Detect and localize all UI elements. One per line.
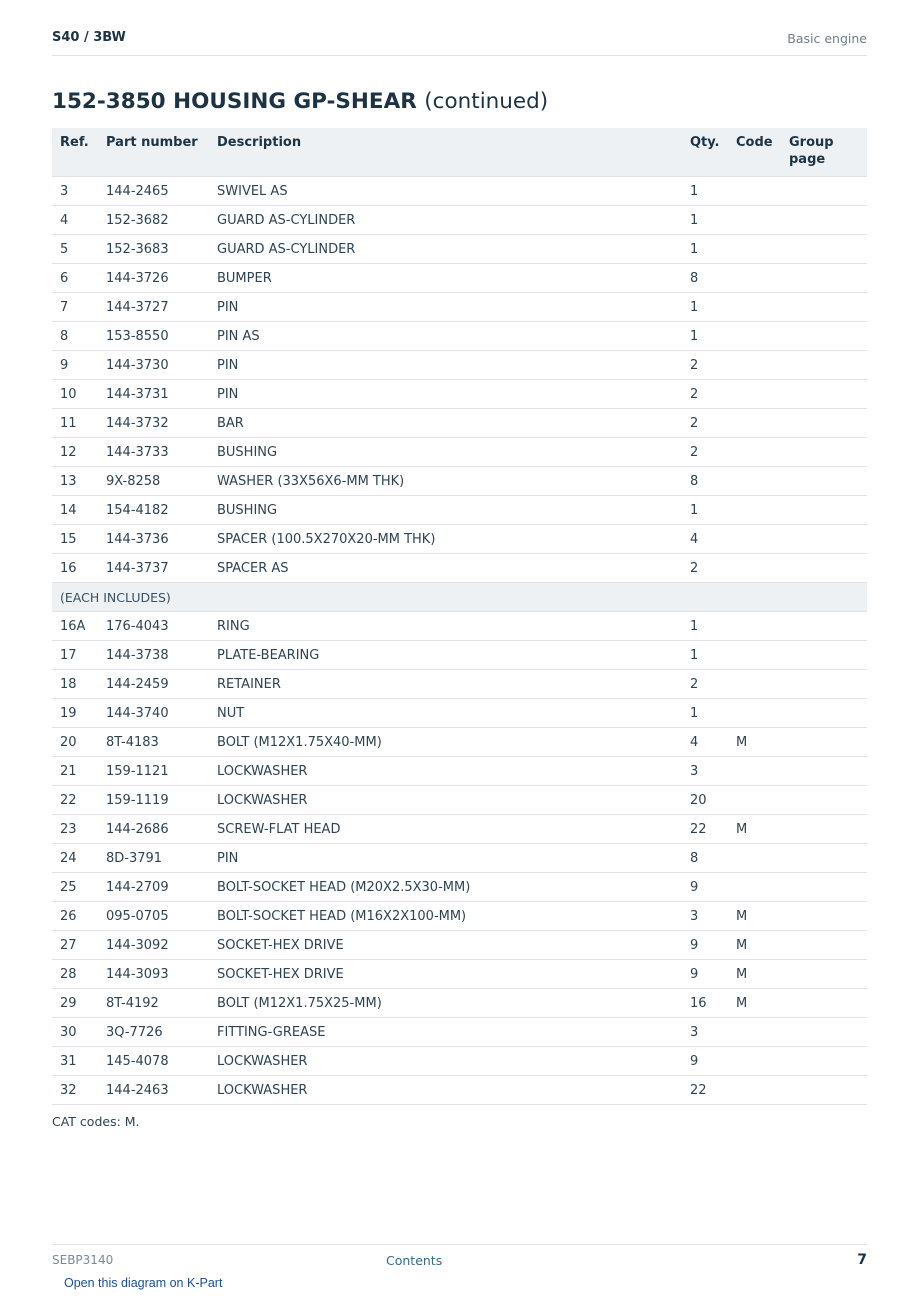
cell-code xyxy=(728,1047,781,1076)
cell-description: BUSHING xyxy=(209,496,682,525)
cell-code xyxy=(728,177,781,206)
cell-code xyxy=(728,554,781,583)
cell-qty: 1 xyxy=(682,322,728,351)
cell-group-page xyxy=(781,1018,867,1047)
cell-code: M xyxy=(728,815,781,844)
cell-description: FITTING-GREASE xyxy=(209,1018,682,1047)
cell-qty: 1 xyxy=(682,293,728,322)
cell-ref: 12 xyxy=(52,438,98,467)
cell-part-number: 152-3682 xyxy=(98,206,209,235)
cell-description: PLATE-BEARING xyxy=(209,641,682,670)
cell-code xyxy=(728,351,781,380)
cell-group-page xyxy=(781,496,867,525)
cell-group-page xyxy=(781,177,867,206)
table-row xyxy=(52,380,867,409)
table-row xyxy=(52,699,867,728)
table-row xyxy=(52,467,867,496)
table-row xyxy=(52,902,867,931)
table-row xyxy=(52,264,867,293)
cell-ref: 3 xyxy=(52,177,98,206)
table-row xyxy=(52,612,867,641)
cell-code xyxy=(728,496,781,525)
cell-part-number: 144-3737 xyxy=(98,554,209,583)
cell-group-page xyxy=(781,728,867,757)
col-ref: Ref. xyxy=(52,128,98,177)
cell-code xyxy=(728,612,781,641)
cell-part-number: 144-3726 xyxy=(98,264,209,293)
cell-ref: 16 xyxy=(52,554,98,583)
cell-part-number: 153-8550 xyxy=(98,322,209,351)
cell-group-page xyxy=(781,438,867,467)
cell-group-page xyxy=(781,206,867,235)
cell-group-page xyxy=(781,844,867,873)
cell-group-page xyxy=(781,757,867,786)
cell-qty: 1 xyxy=(682,699,728,728)
cell-code xyxy=(728,409,781,438)
cell-description: NUT xyxy=(209,699,682,728)
cell-part-number: 144-3740 xyxy=(98,699,209,728)
cell-code xyxy=(728,786,781,815)
table-row xyxy=(52,438,867,467)
cell-part-number: 144-2459 xyxy=(98,670,209,699)
cell-description: SOCKET-HEX DRIVE xyxy=(209,931,682,960)
cell-ref: 20 xyxy=(52,728,98,757)
cell-ref: 30 xyxy=(52,1018,98,1047)
cell-description: BOLT-SOCKET HEAD (M16X2X100-MM) xyxy=(209,902,682,931)
cell-description: BOLT (M12X1.75X40-MM) xyxy=(209,728,682,757)
cell-qty: 2 xyxy=(682,670,728,699)
cell-description: SPACER (100.5X270X20-MM THK) xyxy=(209,525,682,554)
title-main: 152-3850 HOUSING GP-SHEAR xyxy=(52,89,417,114)
document-id: SEBP3140 xyxy=(52,1253,114,1267)
cell-qty: 3 xyxy=(682,1018,728,1047)
table-row xyxy=(52,206,867,235)
cell-ref: 24 xyxy=(52,844,98,873)
cell-qty: 2 xyxy=(682,438,728,467)
cell-qty: 16 xyxy=(682,989,728,1018)
cell-ref: 7 xyxy=(52,293,98,322)
cell-qty: 1 xyxy=(682,641,728,670)
cell-code xyxy=(728,757,781,786)
cell-description: GUARD AS-CYLINDER xyxy=(209,235,682,264)
cell-code: M xyxy=(728,931,781,960)
cell-description: PIN xyxy=(209,293,682,322)
cell-ref: 16A xyxy=(52,612,98,641)
cell-code: M xyxy=(728,989,781,1018)
contents-link[interactable]: Contents xyxy=(386,1253,443,1268)
cell-ref: 14 xyxy=(52,496,98,525)
table-row xyxy=(52,960,867,989)
open-kpart-link[interactable]: Open this diagram on K-Part xyxy=(64,1276,223,1290)
cell-code xyxy=(728,641,781,670)
cell-ref: 13 xyxy=(52,467,98,496)
cell-qty: 8 xyxy=(682,467,728,496)
cell-ref: 15 xyxy=(52,525,98,554)
cell-description: RETAINER xyxy=(209,670,682,699)
cell-group-page xyxy=(781,612,867,641)
cell-code xyxy=(728,844,781,873)
cell-group-page xyxy=(781,786,867,815)
cell-part-number: 154-4182 xyxy=(98,496,209,525)
cell-ref: 26 xyxy=(52,902,98,931)
cell-ref: 19 xyxy=(52,699,98,728)
cell-ref: 23 xyxy=(52,815,98,844)
cell-qty: 3 xyxy=(682,757,728,786)
cell-part-number: 159-1119 xyxy=(98,786,209,815)
cell-code xyxy=(728,380,781,409)
table-row xyxy=(52,409,867,438)
cell-description: PIN xyxy=(209,380,682,409)
cell-ref: 27 xyxy=(52,931,98,960)
cell-code xyxy=(728,670,781,699)
cell-description: BUMPER xyxy=(209,264,682,293)
cell-group-page xyxy=(781,641,867,670)
cell-description: PIN xyxy=(209,351,682,380)
cell-qty: 2 xyxy=(682,554,728,583)
table-row xyxy=(52,1047,867,1076)
cell-qty: 1 xyxy=(682,206,728,235)
cell-part-number: 159-1121 xyxy=(98,757,209,786)
table-row xyxy=(52,177,867,206)
cell-description: BAR xyxy=(209,409,682,438)
cell-code xyxy=(728,1018,781,1047)
cell-group-page xyxy=(781,467,867,496)
cell-group-page xyxy=(781,554,867,583)
table-header-row xyxy=(52,128,867,177)
cat-codes-note: CAT codes: M. xyxy=(52,1114,140,1129)
cell-part-number: 8T-4192 xyxy=(98,989,209,1018)
cell-description: PIN xyxy=(209,844,682,873)
cell-group-page xyxy=(781,670,867,699)
col-description: Description xyxy=(209,128,682,177)
cell-group-page xyxy=(781,351,867,380)
cell-description: LOCKWASHER xyxy=(209,1076,682,1105)
col-qty: Qty. xyxy=(682,128,728,177)
cell-qty: 22 xyxy=(682,1076,728,1105)
cell-qty: 4 xyxy=(682,525,728,554)
cell-ref: 31 xyxy=(52,1047,98,1076)
page-title xyxy=(52,89,548,114)
cell-group-page xyxy=(781,380,867,409)
cell-qty: 9 xyxy=(682,873,728,902)
cell-group-page xyxy=(781,1047,867,1076)
cell-group-page xyxy=(781,235,867,264)
cell-qty: 9 xyxy=(682,931,728,960)
subheading-text: (EACH INCLUDES) xyxy=(52,583,867,612)
cell-part-number: 8D-3791 xyxy=(98,844,209,873)
cell-code xyxy=(728,873,781,902)
cell-qty: 1 xyxy=(682,496,728,525)
cell-qty: 4 xyxy=(682,728,728,757)
cell-code xyxy=(728,206,781,235)
cell-qty: 9 xyxy=(682,960,728,989)
page-header xyxy=(52,28,867,56)
cell-ref: 17 xyxy=(52,641,98,670)
table-row xyxy=(52,815,867,844)
cell-qty: 9 xyxy=(682,1047,728,1076)
cell-ref: 29 xyxy=(52,989,98,1018)
cell-code xyxy=(728,235,781,264)
cell-ref: 5 xyxy=(52,235,98,264)
table-row xyxy=(52,235,867,264)
cell-part-number: 144-2686 xyxy=(98,815,209,844)
cell-qty: 22 xyxy=(682,815,728,844)
cell-group-page xyxy=(781,409,867,438)
cell-code xyxy=(728,264,781,293)
cell-code xyxy=(728,293,781,322)
cell-description: LOCKWASHER xyxy=(209,786,682,815)
cell-code: M xyxy=(728,728,781,757)
cell-part-number: 152-3683 xyxy=(98,235,209,264)
cell-qty: 2 xyxy=(682,351,728,380)
cell-part-number: 144-2465 xyxy=(98,177,209,206)
cell-code: M xyxy=(728,902,781,931)
table-row xyxy=(52,728,867,757)
cell-description: SWIVEL AS xyxy=(209,177,682,206)
col-group-page: Group page xyxy=(781,128,867,177)
section-name: Basic engine xyxy=(787,31,867,46)
cell-ref: 22 xyxy=(52,786,98,815)
cell-ref: 18 xyxy=(52,670,98,699)
cell-part-number: 144-3738 xyxy=(98,641,209,670)
cell-ref: 4 xyxy=(52,206,98,235)
parts-table xyxy=(52,128,867,1105)
cell-group-page xyxy=(781,989,867,1018)
cell-part-number: 8T-4183 xyxy=(98,728,209,757)
cell-group-page xyxy=(781,931,867,960)
cell-code xyxy=(728,438,781,467)
cell-description: BUSHING xyxy=(209,438,682,467)
cell-code: M xyxy=(728,960,781,989)
cell-code xyxy=(728,525,781,554)
cell-code xyxy=(728,322,781,351)
cell-ref: 10 xyxy=(52,380,98,409)
table-row xyxy=(52,322,867,351)
cell-ref: 11 xyxy=(52,409,98,438)
col-code: Code xyxy=(728,128,781,177)
table-row xyxy=(52,293,867,322)
table-row xyxy=(52,786,867,815)
cell-description: BOLT-SOCKET HEAD (M20X2.5X30-MM) xyxy=(209,873,682,902)
cell-code xyxy=(728,467,781,496)
table-row xyxy=(52,496,867,525)
table-row xyxy=(52,641,867,670)
cell-qty: 2 xyxy=(682,380,728,409)
cell-qty: 1 xyxy=(682,612,728,641)
model-breadcrumb: S40 / 3BW xyxy=(52,30,126,45)
cell-description: SPACER AS xyxy=(209,554,682,583)
cell-description: BOLT (M12X1.75X25-MM) xyxy=(209,989,682,1018)
cell-group-page xyxy=(781,293,867,322)
cell-code xyxy=(728,1076,781,1105)
cell-part-number: 144-3092 xyxy=(98,931,209,960)
cell-code xyxy=(728,699,781,728)
table-row xyxy=(52,351,867,380)
cell-group-page xyxy=(781,1076,867,1105)
cell-description: SOCKET-HEX DRIVE xyxy=(209,960,682,989)
table-row xyxy=(52,931,867,960)
cell-part-number: 144-3732 xyxy=(98,409,209,438)
cell-group-page xyxy=(781,264,867,293)
subheading-row xyxy=(52,583,867,612)
table-row xyxy=(52,554,867,583)
cell-description: RING xyxy=(209,612,682,641)
cell-description: GUARD AS-CYLINDER xyxy=(209,206,682,235)
cell-description: SCREW-FLAT HEAD xyxy=(209,815,682,844)
cell-part-number: 144-3731 xyxy=(98,380,209,409)
page-number: 7 xyxy=(857,1252,867,1268)
cell-description: PIN AS xyxy=(209,322,682,351)
cell-qty: 1 xyxy=(682,177,728,206)
cell-group-page xyxy=(781,322,867,351)
cell-description: LOCKWASHER xyxy=(209,1047,682,1076)
cell-qty: 8 xyxy=(682,844,728,873)
cell-description: LOCKWASHER xyxy=(209,757,682,786)
cell-part-number: 3Q-7726 xyxy=(98,1018,209,1047)
cell-part-number: 144-3736 xyxy=(98,525,209,554)
cell-qty: 3 xyxy=(682,902,728,931)
cell-ref: 21 xyxy=(52,757,98,786)
cell-ref: 32 xyxy=(52,1076,98,1105)
cell-ref: 28 xyxy=(52,960,98,989)
table-row xyxy=(52,670,867,699)
cell-ref: 8 xyxy=(52,322,98,351)
cell-part-number: 144-2463 xyxy=(98,1076,209,1105)
cell-group-page xyxy=(781,873,867,902)
cell-ref: 9 xyxy=(52,351,98,380)
cell-qty: 20 xyxy=(682,786,728,815)
cell-part-number: 144-3093 xyxy=(98,960,209,989)
cell-description: WASHER (33X56X6-MM THK) xyxy=(209,467,682,496)
cell-qty: 8 xyxy=(682,264,728,293)
parts-table-body xyxy=(52,177,867,1105)
cell-part-number: 145-4078 xyxy=(98,1047,209,1076)
cell-part-number: 176-4043 xyxy=(98,612,209,641)
table-row xyxy=(52,844,867,873)
cell-group-page xyxy=(781,902,867,931)
cell-ref: 25 xyxy=(52,873,98,902)
cell-part-number: 9X-8258 xyxy=(98,467,209,496)
cell-group-page xyxy=(781,960,867,989)
cell-qty: 2 xyxy=(682,409,728,438)
cell-part-number: 144-2709 xyxy=(98,873,209,902)
page-footer xyxy=(52,1244,867,1271)
cell-part-number: 144-3730 xyxy=(98,351,209,380)
cell-part-number: 144-3727 xyxy=(98,293,209,322)
table-row xyxy=(52,757,867,786)
table-row xyxy=(52,1076,867,1105)
cell-group-page xyxy=(781,815,867,844)
cell-part-number: 144-3733 xyxy=(98,438,209,467)
table-row xyxy=(52,525,867,554)
table-row xyxy=(52,873,867,902)
cell-ref: 6 xyxy=(52,264,98,293)
table-row xyxy=(52,1018,867,1047)
col-part-number: Part number xyxy=(98,128,209,177)
cell-group-page xyxy=(781,525,867,554)
title-suffix: (continued) xyxy=(424,89,549,114)
cell-part-number: 095-0705 xyxy=(98,902,209,931)
table-row xyxy=(52,989,867,1018)
cell-qty: 1 xyxy=(682,235,728,264)
cell-group-page xyxy=(781,699,867,728)
